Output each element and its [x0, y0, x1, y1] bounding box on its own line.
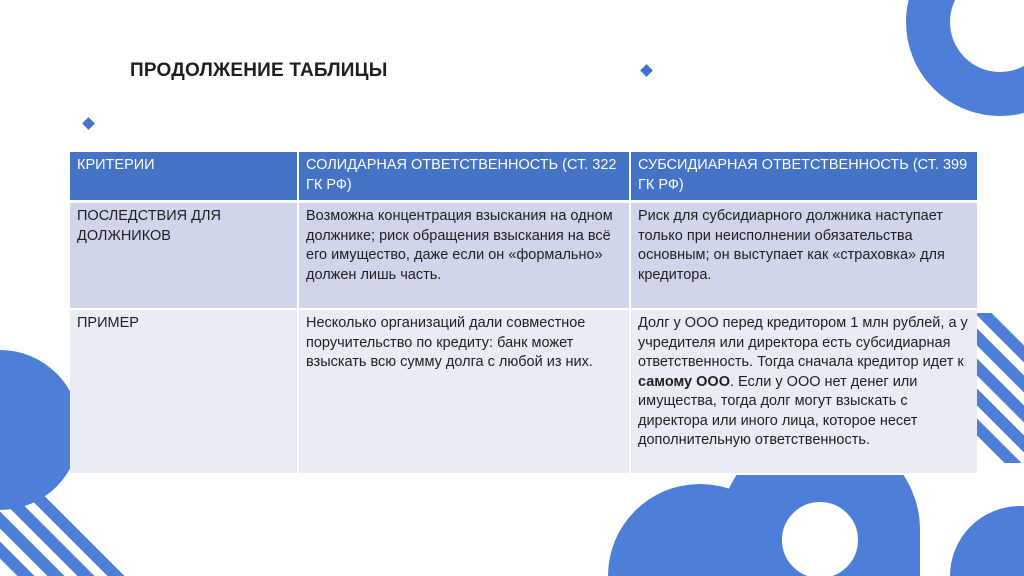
header-criteria: КРИТЕРИИ	[70, 152, 298, 202]
cell-bold-text: самому ООО	[638, 373, 730, 390]
cell-text: . Если у ООО нет денег или имущества, тогда долг могут взыскать с директора или иного лица, которое несет дополнительную ответственность.	[638, 373, 918, 448]
cell-subsidiary: Риск для субсидиарного должника наступает только при неисполнении обязательства основным; он выступает как «страховка» для кредитора.	[630, 202, 977, 310]
cell-subsidiary	[630, 309, 977, 474]
cell-criterion: ПРИМЕР	[70, 309, 298, 474]
comparison-table	[70, 152, 977, 475]
cell-criterion: ПОСЛЕДСТВИЯ ДЛЯ ДОЛЖНИКОВ	[70, 202, 298, 310]
ring-shape	[928, 0, 1024, 94]
bottom-circle-right	[950, 506, 1024, 576]
table-row	[70, 202, 977, 310]
cell-solidary: Несколько организаций дали совместное поручительство по кредиту: банк может взыскать всю сумму долга с любой из них.	[298, 309, 630, 474]
header-solidary: СОЛИДАРНАЯ ОТВЕТСТВЕННОСТЬ (СТ. 322 ГК РФ)	[298, 152, 630, 202]
cell-text: Долг у ООО перед кредитором 1 млн рублей, а у учредителя или директора есть субсидиарная ответственность. Тогда сначала кредитор идет к	[638, 315, 968, 370]
slide-title: ПРОДОЛЖЕНИЕ ТАБЛИЦЫ	[130, 60, 388, 81]
header-subsidiary: СУБСИДИАРНАЯ ОТВЕТСТВЕННОСТЬ (СТ. 399 ГК РФ)	[630, 152, 977, 202]
table-row	[70, 309, 977, 474]
table-header-row	[70, 152, 977, 202]
cell-solidary: Возможна концентрация взыскания на одном должнике; риск обращения взыскания на всё его имущество, даже если он «формально» должен лишь часть.	[298, 202, 630, 310]
